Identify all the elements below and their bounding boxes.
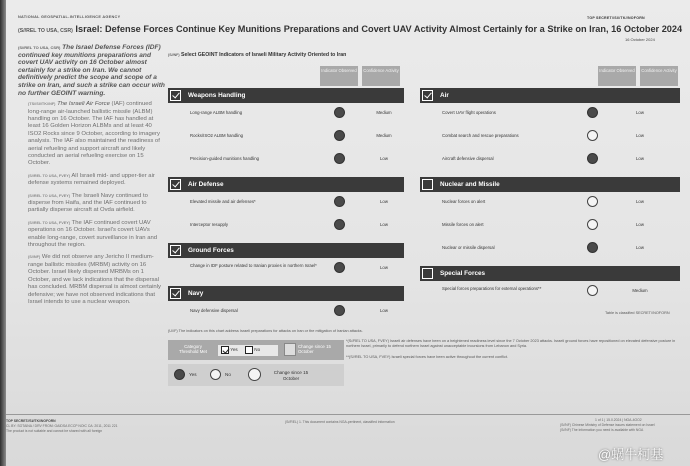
indicator-label: Covert UAV flight operations xyxy=(442,110,496,115)
confidence-value: Low xyxy=(380,222,388,227)
footnote-air-defense: *(S//REL TO USA, FVEY) Israeli air defenses have been on a heightened readiness level since the 7 October 2023 attacks. Israeli ground forces have repositioned on elevated defensive posture in northern Israel, primarily to defend northern Israel against unacceptable incursions from Lebanon and Syria. xyxy=(346,339,676,348)
indicator-label: Change in IDF posture related to Iranian proxies in northern Israel* xyxy=(190,263,317,268)
indicator-yes-dot xyxy=(334,107,345,118)
chart-title: (S//NF) Select GEOINT Indicators of Israeli Military Activity Oriented to Iran xyxy=(168,52,347,58)
section-header xyxy=(168,243,404,258)
indicator-panel-left xyxy=(168,88,404,323)
indicator-yes-dot xyxy=(334,305,345,316)
col-header-confidence-left: Confidence Activity xyxy=(362,66,400,86)
confidence-value: Low xyxy=(380,156,388,161)
section-title: Weapons Handling xyxy=(188,92,246,99)
confidence-value: Low xyxy=(636,245,644,250)
indicator-yes-dot xyxy=(587,153,598,164)
indicator-label: Combat search and rescue preparations xyxy=(442,133,519,138)
paragraph-mrbm: (S//NF) We did not observe any Jericho II medium-range ballistic missiles (MRBM) activity on 16 October. Israel likely dispersed MRBMs on 1 October, and we lack indications that the dispersal has concluded. MRBM dispersal is almost certainly defensive; we have not observed indications that Israel intends to use a nuclear weapon. xyxy=(28,254,161,305)
paragraph-air-defense: (S//REL TO USA, FVEY) All Israeli mid- and upper-tier air defense systems remained deployed. xyxy=(28,172,155,187)
footer-page: 1 of 1 | 15.0.2024 | NGA-4OO2 xyxy=(595,418,642,422)
col-header-observed-right: Indicator Observed xyxy=(598,66,636,86)
footer-classification: TOP SECRET//SI//TK//NOFORN xyxy=(6,419,56,423)
indicator-label: Elevated missile and air defenses* xyxy=(190,199,256,204)
legend-checkbox-group xyxy=(218,345,278,356)
footer-right-1: (S//NF) Chinese Ministry of Defense issues statement on Israel xyxy=(560,423,655,427)
legend-change-label-1: Change since 15 October xyxy=(298,344,331,354)
section-header xyxy=(168,177,404,192)
legend-checkbox-yes xyxy=(221,346,229,354)
indicator-yes-dot xyxy=(334,262,345,273)
checked-box-icon xyxy=(170,245,181,256)
indicator-label: Nuclear or missile dispersal xyxy=(442,245,495,250)
key-judgments xyxy=(18,44,166,306)
document-title xyxy=(18,24,682,34)
confidence-value: Low xyxy=(380,265,388,270)
section-title: Nuclear and Missile xyxy=(440,181,500,188)
indicator-yes-dot xyxy=(587,242,598,253)
footer-middle-note: (S//REL) 1. This document contains NGA-pertinent, classified information xyxy=(285,420,395,424)
indicator-label: Aircraft defensive dispersal xyxy=(442,156,494,161)
indicator-note: (U//F) The indicators on this chart address Israeli preparations for attacks on Iran or the mitigation of Iranian attacks. xyxy=(168,329,363,333)
section-title: Navy xyxy=(188,290,204,297)
paragraph-navy: (S//REL TO USA, FVEY) The Israeli Navy continued to disperse from Haifa, and the IAF continued to partially disperse aircraft at Ovda airfield. xyxy=(28,192,148,214)
legend-category-label: Category Threshold Met xyxy=(178,344,208,354)
indicator-label: Rocks/ISO2 ALBM handling xyxy=(190,133,244,138)
checked-box-icon xyxy=(170,288,181,299)
document-date: 16 October 2024 xyxy=(625,37,655,42)
section-header xyxy=(168,286,404,301)
confidence-value: Low xyxy=(636,110,644,115)
col-header-observed-left: Indicator Observed xyxy=(320,66,358,86)
empty-box-icon xyxy=(422,268,433,279)
indicator-label: Missile forces on alert xyxy=(442,222,484,227)
paragraph-uav: (S//REL TO USA, FVEY) The IAF continued covert UAV operations on 16 October. Israel's covert UAVs enable long-range, covert surveillance in Iran and throughout the region. xyxy=(28,219,158,249)
top-right-classification: TOP SECRET//SI//TK//NOFORN xyxy=(587,16,645,20)
section-header xyxy=(420,177,680,192)
empty-box-icon xyxy=(422,179,433,190)
checked-box-icon xyxy=(170,90,181,101)
indicator-yes-dot xyxy=(334,130,345,141)
footer-line-2: The product is not suitable and cannot be shared with all foreign xyxy=(6,429,103,433)
legend-change-dot xyxy=(248,368,261,381)
footer-right-2: (S//NF) The information you need is available with NGA xyxy=(560,428,644,432)
legend-yes-dot xyxy=(174,369,185,380)
legend-change-label-2: Change since 15 October xyxy=(273,370,309,381)
title-classification: (S//REL TO USA, CSR) xyxy=(18,28,73,34)
footnote-special-forces: **(S//REL TO USA, FVEY) Israeli special forces have been active throughout the current conflict. xyxy=(346,355,509,359)
legend-dot-yes-label: Yes xyxy=(189,372,197,377)
indicator-no-dot xyxy=(587,219,598,230)
confidence-value: Low xyxy=(380,308,388,313)
indicator-label: Nuclear forces on alert xyxy=(442,199,486,204)
indicator-label: Navy defensive dispersal xyxy=(190,308,238,313)
confidence-value: Low xyxy=(636,222,644,227)
section-title: Air Defense xyxy=(188,181,224,188)
table-classification-note: Table is classified SECRET//NOFORN xyxy=(605,311,670,315)
section-title: Special Forces xyxy=(440,270,486,277)
section-header xyxy=(420,266,680,281)
agency-name: NATIONAL GEOSPATIAL-INTELLIGENCE AGENCY xyxy=(18,15,121,19)
legend-no-dot xyxy=(210,369,221,380)
checked-box-icon xyxy=(422,90,433,101)
watermark: @蜗牛柯基 xyxy=(598,447,664,462)
confidence-value: Medium xyxy=(376,110,392,115)
indicator-panel-right xyxy=(420,88,680,323)
indicator-yes-dot xyxy=(334,196,345,207)
indicator-yes-dot xyxy=(587,107,598,118)
section-title: Ground Forces xyxy=(188,247,234,254)
legend-checkbox-no xyxy=(245,346,253,354)
confidence-value: Low xyxy=(636,199,644,204)
legend-dot-no-label: No xyxy=(225,372,231,377)
indicator-label: Precision-guided munitions handling xyxy=(190,156,260,161)
indicator-label: Interceptor resupply xyxy=(190,222,228,227)
confidence-value: Medium xyxy=(632,288,648,293)
paragraph-iaf: (TS//SI//TK//NF) The Israeli Air Force (IAF) continued long-range air-launched ballistic missile (ALBM) handling on 16 October. The IAF has handled at least 16 Golden Horizon ALBMs and at least 40 ISO2 Rocks since 9 October, according to imagery analysis. The IAF also maintained the readiness of aerial refueling and support aircraft and likely conducted an aerial refueling exercise on 15 October. xyxy=(28,101,160,167)
col-header-confidence-right: Confidence Activity xyxy=(640,66,678,86)
legend-yes-label: Yes xyxy=(230,347,238,353)
footer-divider xyxy=(6,414,690,415)
legend-no-label: No xyxy=(254,347,261,353)
legend-category xyxy=(168,340,344,360)
footer-line-1: CL BY: SOTAINA / DRV FROM: GAIDSA ECCP NOIC CA: 2011, 2011 221 xyxy=(6,424,118,428)
indicator-label: Special forces preparations for external operations** xyxy=(442,286,542,291)
section-title: Air xyxy=(440,92,449,99)
indicator-no-dot xyxy=(587,285,598,296)
confidence-value: Medium xyxy=(376,133,392,138)
indicator-yes-dot xyxy=(334,219,345,230)
indicator-yes-dot xyxy=(334,153,345,164)
checked-box-icon xyxy=(170,179,181,190)
confidence-value: Low xyxy=(380,199,388,204)
indicator-label: Long-range ALBM handling xyxy=(190,110,243,115)
legend-change-swatch-1 xyxy=(284,343,296,356)
indicator-no-dot xyxy=(587,130,598,141)
confidence-value: Low xyxy=(636,133,644,138)
indicator-no-dot xyxy=(587,196,598,207)
title-text: Israel: Defense Forces Continue Key Munitions Preparations and Covert UAV Activity Almost Certainly for a Strike on Iran, 16 October 2024 xyxy=(75,24,683,34)
legend-observed xyxy=(168,364,344,386)
section-header xyxy=(420,88,680,103)
lead-paragraph: (S//REL TO USA, CSR) The Israel Defense Forces (IDF) continued key munitions preparations and covert UAV activity on 16 October almost certainly for a strike on Iran. We cannot definitively predict the scope and scope of a strike on Iran, and such a strike can occur with no further GEOINT warning. xyxy=(18,44,165,97)
confidence-value: Low xyxy=(636,156,644,161)
section-header xyxy=(168,88,404,103)
